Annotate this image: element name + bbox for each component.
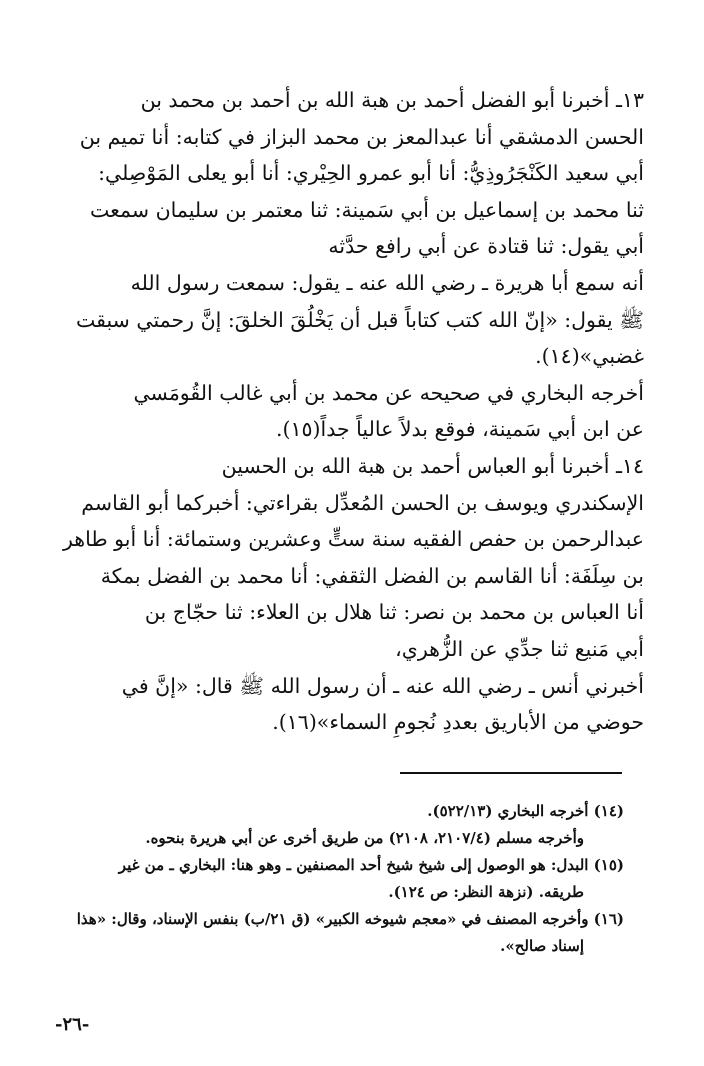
text-line: أبي يقول: ثنا قتادة عن أبي رافع حدَّثه bbox=[328, 234, 644, 259]
footnote-line: (١٥) البدل: هو الوصول إلى شيخ شيخ أحد المصنفين ـ وهو هنا: البخاري ـ من غير bbox=[118, 856, 624, 874]
footnote-separator bbox=[400, 772, 622, 774]
text-line: ١٣ـ أخبرنا أبو الفضل أحمد بن هبة الله بن أحمد بن محمد بن bbox=[140, 88, 644, 112]
footnotes bbox=[66, 798, 624, 960]
text-line: ١٤ـ أخبرنا أبو العباس أحمد بن هبة الله بن الحسين bbox=[221, 453, 644, 478]
main-text bbox=[60, 82, 644, 741]
footnote-line: (١٦) وأخرجه المصنف في «معجم شيوخه الكبير» (ق ٢١/ب) بنفس الإسناد، وقال: «هذا bbox=[76, 910, 624, 928]
text-line: الإسكندري ويوسف بن الحسن المُعدِّل بقراءتي: أخبركما أبو القاسم bbox=[81, 490, 644, 515]
paragraph-takhrij-13 bbox=[60, 375, 644, 448]
text-line: أنه سمع أبا هريرة ـ رضي الله عنه ـ يقول: سمعت رسول الله bbox=[130, 270, 644, 295]
text-line: أخبرني أنس ـ رضي الله عنه ـ أن رسول الله ﷺ قال: «إنَّ في bbox=[121, 673, 644, 698]
text-line: بن سِلَفَة: أنا القاسم بن الفضل الثقفي: أنا محمد بن الفضل بمكة bbox=[100, 563, 644, 588]
footnote-line: طريقه. (نزهة النظر: ص ١٢٤). bbox=[388, 883, 584, 901]
text-line: أبي مَنيع ثنا جدِّي عن الزُّهري، bbox=[395, 636, 644, 661]
footnote-line: وأخرجه مسلم (٢١٠٧/٤، ٢١٠٨) من طريق أخرى عن أبي هريرة بنحوه. bbox=[145, 829, 584, 847]
text-line: أبي سعيد الكَنْجَرُوذِيُّ: أنا أبو عمرو الحِيْري: أنا أبو يعلى المَوْصِلي: bbox=[98, 161, 644, 186]
text-line: حوضي من الأباريق بعددِ نُجومِ السماء»(١٦). bbox=[272, 710, 644, 735]
paragraph-hadith-14 bbox=[60, 448, 644, 668]
text-line: ﷺ يقول: «إنّ الله كتب كتاباً قبل أن يَخْلُقَ الخلقَ: إنَّ رحمتي سبقت bbox=[75, 307, 644, 332]
page-number: -٢٦- bbox=[55, 1014, 90, 1035]
text-line: أنا العباس بن محمد بن نصر: ثنا هلال بن العلاء: ثنا حجّاج بن bbox=[144, 600, 644, 625]
text-line: ثنا محمد بن إسماعيل بن أبي سَمينة: ثنا معتمر بن سليمان سمعت bbox=[90, 197, 644, 222]
text-line: أخرجه البخاري في صحيحه عن محمد بن أبي غالب القُومَسي bbox=[133, 380, 644, 405]
text-line: الحسن الدمشقي أنا عبدالمعز بن محمد البزاز في كتابه: أنا تميم بن bbox=[79, 124, 644, 149]
footnote-line: إسناد صالح». bbox=[500, 937, 584, 955]
text-line: عن ابن أبي سَمينة، فوقع بدلاً عالياً جداً(١٥). bbox=[275, 417, 644, 442]
paragraph-hadith-13 bbox=[60, 82, 644, 265]
footnote-line: (١٤) أخرجه البخاري (٥٢٢/١٣). bbox=[427, 802, 624, 820]
text-line: عبدالرحمن بن حفص الفقيه سنة ستٍّ وعشرين وستمائة: أنا أبو طاهر bbox=[62, 527, 644, 552]
paragraph-hadith-13-matn bbox=[60, 265, 644, 375]
text-line: غضبي»(١٤). bbox=[535, 344, 644, 369]
paragraph-hadith-14-matn bbox=[60, 668, 644, 741]
